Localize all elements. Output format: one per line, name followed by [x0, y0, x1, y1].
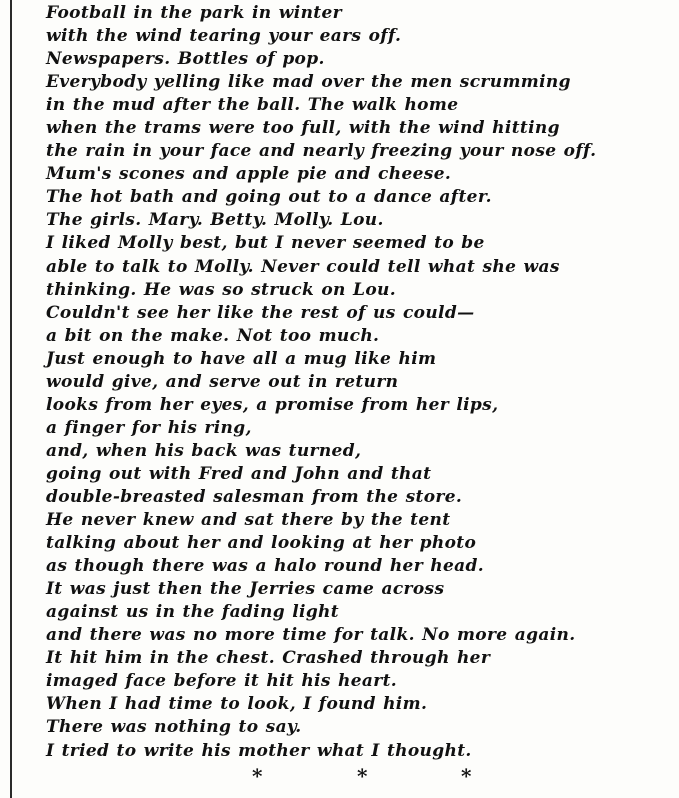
- poem-line: It was just then the Jerries came across: [46, 579, 445, 600]
- poem-line: Just enough to have all a mug like him: [46, 348, 437, 369]
- poem-line: Mum's scones and apple pie and cheese.: [46, 164, 452, 185]
- asterisk: *: [357, 764, 368, 788]
- poem-line: The hot bath and going out to a dance after.: [46, 187, 492, 208]
- poem-line: and, when his back was turned,: [46, 440, 362, 461]
- poem-line: a bit on the make. Not too much.: [46, 325, 380, 346]
- poem-line: Newspapers. Bottles of pop.: [46, 49, 325, 70]
- poem-text: [46, 2, 666, 763]
- poem-line: going out with Fred and John and that: [46, 463, 432, 484]
- poem-line: Everybody yelling like mad over the men scrumming: [46, 72, 571, 93]
- poem-line: when the trams were too full, with the wind hitting: [46, 118, 560, 139]
- poem-line: would give, and serve out in return: [46, 371, 399, 392]
- poem-line: the rain in your face and nearly freezing your nose off.: [46, 141, 597, 162]
- poem-line: able to talk to Molly. Never could tell what she was: [46, 256, 560, 277]
- poem-line: Couldn't see her like the rest of us could—: [46, 302, 475, 323]
- poem-line: with the wind tearing your ears off.: [46, 26, 402, 47]
- poem-line: I tried to write his mother what I thought.: [46, 740, 472, 761]
- poem-line: a finger for his ring,: [46, 417, 252, 438]
- poem-line: and there was no more time for talk. No more again.: [46, 625, 576, 646]
- poem-line: He never knew and sat there by the tent: [46, 510, 451, 531]
- poem-line: The girls. Mary. Betty. Molly. Lou.: [46, 210, 384, 231]
- poem-line: against us in the fading light: [46, 602, 339, 623]
- poem-line: talking about her and looking at her photo: [46, 533, 477, 554]
- poem-line: There was nothing to say.: [46, 717, 302, 738]
- poem-line: as though there was a halo round her head.: [46, 556, 485, 577]
- poem-line: in the mud after the ball. The walk home: [46, 95, 459, 116]
- column-rule: [10, 0, 12, 798]
- poem-line: Football in the park in winter: [46, 3, 342, 23]
- poem-line: looks from her eyes, a promise from her lips,: [46, 394, 499, 415]
- poem-line: When I had time to look, I found him.: [46, 694, 428, 715]
- asterisk: *: [252, 764, 263, 788]
- poem-line: I liked Molly best, but I never seemed to be: [46, 233, 485, 254]
- poem-line: double-breasted salesman from the store.: [46, 486, 463, 507]
- asterisk: *: [461, 764, 472, 788]
- poem-line: thinking. He was so struck on Lou.: [46, 279, 396, 300]
- section-separator: [0, 764, 679, 788]
- poem-line: imaged face before it hit his heart.: [46, 671, 398, 692]
- poem-line: It hit him in the chest. Crashed through her: [46, 648, 491, 669]
